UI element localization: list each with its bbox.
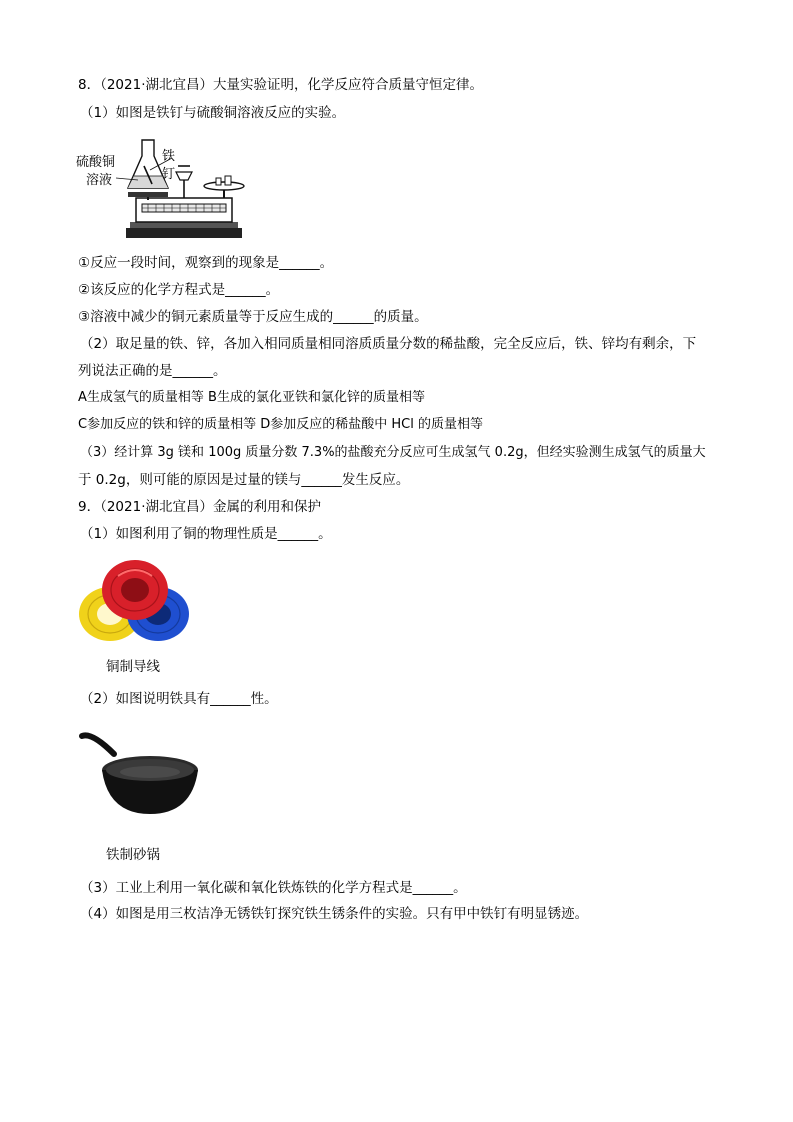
balance-illustration bbox=[76, 136, 246, 244]
q8-sub2: ②该反应的化学方程式是______。 bbox=[78, 282, 280, 298]
label-nail: 钉 bbox=[162, 167, 176, 182]
q8-part2-line2: 列说法正确的是______。 bbox=[78, 363, 227, 379]
label-iron: 铁 bbox=[162, 149, 176, 164]
q8-options-cd: C参加反应的铁和锌的质量相等 D参加反应的稀盐酸中 HCl 的质量相等 bbox=[78, 417, 483, 432]
q8-options-ab: A生成氢气的质量相等 B生成的氯化亚铁和氯化锌的质量相等 bbox=[78, 390, 425, 405]
q9-part1-text: （1）如图利用了铜的物理性质是______。 bbox=[80, 526, 332, 542]
question-9-title: 9．（2021·湖北宜昌）金属的利用和保护 bbox=[78, 499, 321, 515]
balance-experiment-figure bbox=[76, 136, 246, 244]
q8-part1-text: （1）如图是铁钉与硫酸铜溶液反应的实验。 bbox=[80, 105, 346, 121]
q9-part3-text: （3）工业上利用一氧化碳和氧化铁炼铁的化学方程式是______。 bbox=[80, 880, 467, 896]
q8-sub3: ③溶液中减少的铜元素质量等于反应生成的______的质量。 bbox=[78, 309, 428, 325]
q8-part3-line1: （3）经计算 3g 镁和 100g 质量分数 7.3%的盐酸充分反应可生成氢气 0.2g，但经实验测生成氢气的质量大 bbox=[80, 445, 706, 460]
label-copper-sulfate: 硫酸铜 bbox=[76, 155, 116, 170]
copper-wire-figure bbox=[78, 556, 190, 646]
iron-wok-figure bbox=[78, 730, 198, 822]
q8-part2-line1: （2）取足量的铁、锌，各加入相同质量相同溶质质量分数的稀盐酸，完全反应后，铁、锌均有剩余，下 bbox=[80, 336, 697, 352]
q8-sub1: ①反应一段时间，观察到的现象是______。 bbox=[78, 255, 334, 271]
question-8-title: 8．（2021·湖北宜昌）大量实验证明，化学反应符合质量守恒定律。 bbox=[78, 77, 483, 93]
q8-part3-line2: 于 0.2g，则可能的原因是过量的镁与______发生反应。 bbox=[78, 472, 410, 488]
q9-part4-text: （4）如图是用三枚洁净无锈铁钉探究铁生锈条件的实验。只有甲中铁钉有明显锈迹。 bbox=[80, 906, 589, 922]
wire-coils-illustration bbox=[78, 556, 190, 646]
label-solution: 溶液 bbox=[86, 173, 113, 188]
q9-part2-text: （2）如图说明铁具有______性。 bbox=[80, 691, 278, 707]
caption-iron-wok: 铁制砂锅 bbox=[106, 847, 160, 863]
caption-copper-wire: 铜制导线 bbox=[106, 659, 160, 675]
wok-illustration bbox=[78, 730, 198, 822]
